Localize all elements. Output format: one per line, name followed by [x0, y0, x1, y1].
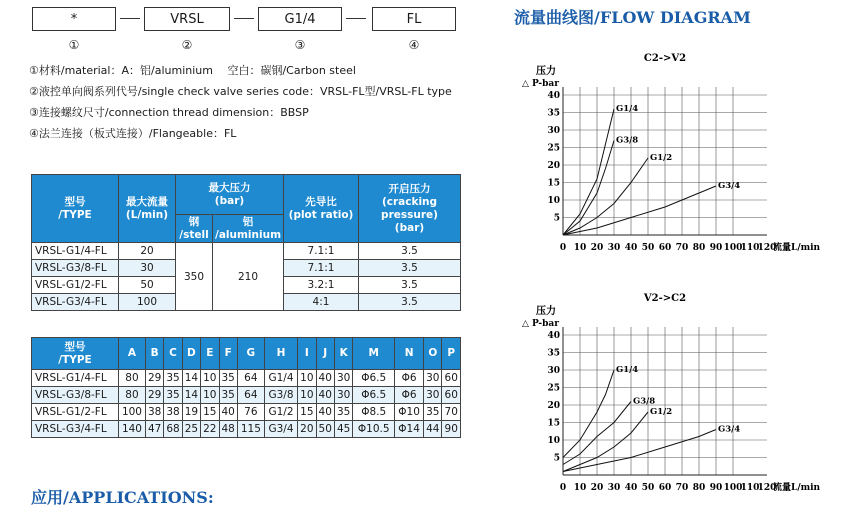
x-tick-label: 100 — [723, 243, 743, 253]
dimension-table — [31, 337, 461, 438]
dim-cell: 10 — [201, 370, 219, 387]
dim-cell: 68 — [164, 421, 182, 438]
y-tick-label: 15 — [547, 418, 560, 429]
spec-cell-type: VRSL-G3/8-FL — [32, 260, 119, 277]
dim-cell: 10 — [298, 370, 316, 387]
dim-header-p: P — [442, 338, 461, 370]
x-tick-label: 10 — [573, 243, 587, 253]
chart-title: V2->C2 — [643, 293, 687, 304]
dim-cell: 48 — [219, 421, 237, 438]
dim-cell: 20 — [298, 421, 316, 438]
spec-cell-type: VRSL-G1/4-FL — [32, 243, 119, 260]
dim-header-a: A — [119, 338, 146, 370]
dim-cell: 45 — [334, 421, 352, 438]
table-row — [32, 370, 461, 387]
x-tick-label: 120 — [757, 243, 777, 253]
spec-cell-pilot: 4:1 — [284, 294, 359, 311]
spec-cell-cracking: 3.5 — [359, 260, 461, 277]
dim-cell: 35 — [219, 370, 237, 387]
y-tick-label: 35 — [547, 348, 560, 359]
dim-cell: Φ10 — [395, 404, 424, 421]
dim-cell: 40 — [316, 387, 334, 404]
y-tick-label: 30 — [547, 126, 560, 136]
spec-header-pressure: 最大压力 (bar) — [176, 175, 284, 215]
series-line-G1-4 — [563, 109, 614, 235]
y-tick-label: 40 — [547, 91, 560, 101]
y-tick-label: 10 — [547, 436, 560, 446]
dim-cell: Φ14 — [395, 421, 424, 438]
table-row — [32, 421, 461, 438]
x-tick-label: 30 — [607, 483, 621, 493]
x-tick-label: 110 — [740, 483, 760, 493]
dim-cell: 90 — [442, 421, 461, 438]
x-tick-label: 90 — [709, 243, 723, 253]
y-tick-label: 20 — [547, 401, 560, 411]
dim-cell: 115 — [237, 421, 264, 438]
series-line-G3-8 — [563, 141, 614, 236]
spec-cell-aluminium: 210 — [213, 243, 284, 311]
dim-cell: VRSL-G3/4-FL — [32, 421, 119, 438]
y-tick-label: 40 — [547, 331, 560, 341]
dim-header-type: 型号 /TYPE — [32, 338, 119, 370]
dim-header-c: C — [164, 338, 182, 370]
code-box-thread: G1/4 — [258, 7, 342, 31]
spec-cell-pilot: 3.2:1 — [284, 277, 359, 294]
spec-cell-flow: 30 — [119, 260, 176, 277]
chart-title: C2->V2 — [643, 53, 687, 64]
dim-cell: 29 — [145, 387, 163, 404]
dim-cell: VRSL-G1/2-FL — [32, 404, 119, 421]
dim-cell: 19 — [182, 404, 200, 421]
dim-cell: 22 — [201, 421, 219, 438]
code-number-1: ① — [68, 38, 80, 52]
spec-header-pilot: 先导比 (plot ratio) — [284, 175, 359, 243]
series-label: G1/2 — [650, 407, 673, 417]
table-row — [32, 243, 461, 260]
dim-cell: 140 — [119, 421, 146, 438]
flow-chart-c2-v2-svg — [514, 45, 844, 260]
dim-cell: 64 — [237, 387, 264, 404]
dim-cell: 70 — [442, 404, 461, 421]
y-axis-label-cn: 压力 — [536, 66, 556, 77]
spec-cell-pilot: 7.1:1 — [284, 260, 359, 277]
dim-cell: VRSL-G1/4-FL — [32, 370, 119, 387]
dim-cell: Φ10.5 — [353, 421, 395, 438]
y-tick-label: 30 — [547, 366, 560, 376]
dim-cell: 80 — [119, 387, 146, 404]
x-tick-label: 60 — [658, 483, 672, 493]
dim-cell: 35 — [164, 370, 182, 387]
dim-header-b: B — [145, 338, 163, 370]
dim-cell: 30 — [334, 370, 352, 387]
flow-chart-v2-c2-svg — [514, 285, 844, 500]
code-number-3: ③ — [294, 38, 306, 52]
dim-header-d: D — [182, 338, 200, 370]
y-tick-label: 35 — [547, 108, 560, 119]
series-label: G3/4 — [718, 424, 741, 435]
dim-cell: 38 — [164, 404, 182, 421]
dim-cell: Φ6.5 — [353, 387, 395, 404]
series-line-G3-4 — [563, 430, 716, 472]
dim-cell: 25 — [182, 421, 200, 438]
dim-cell: 15 — [298, 404, 316, 421]
spec-cell-flow: 100 — [119, 294, 176, 311]
code-notes — [29, 60, 452, 144]
chart-grid — [563, 327, 767, 475]
y-tick-label: 15 — [547, 178, 560, 189]
dim-header-j: J — [316, 338, 334, 370]
dim-cell: 60 — [442, 370, 461, 387]
dim-cell: 76 — [237, 404, 264, 421]
x-tick-label: 40 — [624, 483, 638, 493]
code-dash — [234, 18, 254, 19]
x-tick-label: 120 — [757, 483, 777, 493]
dim-cell: G1/4 — [264, 370, 297, 387]
dim-cell: G3/4 — [264, 421, 297, 438]
y-axis-label: △ P-bar — [522, 319, 559, 329]
spec-header-cracking: 开启压力 (cracking pressure) (bar) — [359, 175, 461, 243]
spec-cell-type: VRSL-G1/2-FL — [32, 277, 119, 294]
dim-cell: 64 — [237, 370, 264, 387]
dim-cell: 50 — [316, 421, 334, 438]
x-tick-label: 40 — [624, 243, 638, 253]
x-tick-label: 0 — [559, 483, 567, 493]
code-number-2: ② — [181, 38, 193, 52]
dim-cell: G3/8 — [264, 387, 297, 404]
flow-chart-v2-c2 — [514, 285, 844, 504]
dim-cell: 30 — [334, 387, 352, 404]
x-tick-label: 30 — [607, 243, 621, 253]
spec-cell-flow: 20 — [119, 243, 176, 260]
x-tick-label: 90 — [709, 483, 723, 493]
dim-header-m: M — [353, 338, 395, 370]
dim-cell: 14 — [182, 370, 200, 387]
dim-cell: 35 — [164, 387, 182, 404]
spec-header-steel: 钢 /stell — [176, 215, 213, 243]
dim-cell: 80 — [119, 370, 146, 387]
x-tick-label: 10 — [573, 483, 587, 493]
spec-cell-type: VRSL-G3/4-FL — [32, 294, 119, 311]
spec-header-type: 型号 /TYPE — [32, 175, 119, 243]
dim-header-k: K — [334, 338, 352, 370]
y-tick-label: 5 — [553, 213, 560, 224]
note-series: ②液控单向阀系列代号/single check valve series code：VRSL-FL型/VRSL-FL type — [29, 85, 452, 98]
dim-cell: Φ6 — [395, 387, 424, 404]
dim-cell: 100 — [119, 404, 146, 421]
code-box-flange: FL — [372, 7, 456, 31]
spec-cell-cracking: 3.5 — [359, 243, 461, 260]
y-tick-label: 25 — [547, 383, 560, 394]
dim-cell: Φ6.5 — [353, 370, 395, 387]
note-material: ①材料/material：A：铝/aluminium 空白：碳钢/Carbon steel — [29, 64, 356, 77]
dim-cell: 10 — [201, 387, 219, 404]
series-line-G1-4 — [563, 370, 614, 458]
code-box-series: VRSL — [144, 7, 230, 31]
spec-cell-cracking: 3.5 — [359, 277, 461, 294]
dim-cell: 38 — [145, 404, 163, 421]
note-thread: ③连接螺纹尺寸/connection thread dimension：BBSP — [29, 106, 309, 119]
dim-header-f: F — [219, 338, 237, 370]
dim-cell: 14 — [182, 387, 200, 404]
dim-cell: 44 — [424, 421, 442, 438]
dim-cell: 47 — [145, 421, 163, 438]
series-label: G1/4 — [616, 365, 639, 375]
dim-cell: 60 — [442, 387, 461, 404]
dim-cell: 40 — [219, 404, 237, 421]
dim-cell: G1/2 — [264, 404, 297, 421]
note-flange: ④法兰连接（板式连接）/Flangeable：FL — [29, 127, 237, 140]
x-tick-label: 20 — [590, 483, 604, 493]
y-tick-label: 20 — [547, 161, 560, 171]
dim-cell: 40 — [316, 404, 334, 421]
dim-cell: 35 — [219, 387, 237, 404]
series-label: G3/8 — [633, 396, 656, 407]
x-tick-label: 80 — [692, 483, 706, 493]
dim-cell: Φ6 — [395, 370, 424, 387]
series-label: G3/4 — [718, 181, 741, 191]
dim-cell: 30 — [424, 387, 442, 404]
dim-cell: 15 — [201, 404, 219, 421]
dim-cell: Φ8.5 — [353, 404, 395, 421]
y-axis-label-cn: 压力 — [536, 306, 556, 317]
dim-header-g: G — [237, 338, 264, 370]
dim-cell: 30 — [424, 370, 442, 387]
spec-cell-steel: 350 — [176, 243, 213, 311]
x-axis-label: 流量L/min — [773, 243, 821, 253]
spec-header-flow: 最大流量 (L/min) — [119, 175, 176, 243]
dim-header-n: N — [395, 338, 424, 370]
y-axis-label: △ P-bar — [522, 79, 559, 89]
x-tick-label: 60 — [658, 243, 672, 253]
spec-header-aluminium: 铝 /aluminium — [213, 215, 284, 243]
spec-cell-flow: 50 — [119, 277, 176, 294]
dim-cell: 35 — [424, 404, 442, 421]
dim-header-i: I — [298, 338, 316, 370]
spec-cell-cracking: 3.5 — [359, 294, 461, 311]
y-tick-label: 5 — [553, 453, 560, 464]
x-tick-label: 80 — [692, 243, 706, 253]
dim-cell: 29 — [145, 370, 163, 387]
x-tick-label: 0 — [559, 243, 567, 253]
dim-cell: 40 — [316, 370, 334, 387]
x-tick-label: 70 — [675, 243, 689, 253]
code-number-4: ④ — [408, 38, 420, 52]
series-label: G3/8 — [616, 135, 639, 146]
dim-header-e: E — [201, 338, 219, 370]
x-axis-label: 流量L/min — [773, 483, 821, 493]
series-label: G1/2 — [650, 153, 673, 163]
x-tick-label: 50 — [641, 483, 655, 493]
code-dash — [120, 18, 140, 19]
dim-cell: VRSL-G3/8-FL — [32, 387, 119, 404]
code-box-material: * — [32, 7, 116, 31]
flow-chart-c2-v2 — [514, 45, 844, 264]
x-tick-label: 110 — [740, 243, 760, 253]
x-tick-label: 100 — [723, 483, 743, 493]
spec-table — [31, 174, 461, 311]
applications-title: 应用/APPLICATIONS: — [31, 488, 214, 507]
dim-cell: 35 — [334, 404, 352, 421]
spec-cell-pilot: 7.1:1 — [284, 243, 359, 260]
x-tick-label: 50 — [641, 243, 655, 253]
dim-header-h: H — [264, 338, 297, 370]
dim-cell: 10 — [298, 387, 316, 404]
flow-diagram-title: 流量曲线图/FLOW DIAGRAM — [514, 8, 751, 27]
x-tick-label: 20 — [590, 243, 604, 253]
y-tick-label: 10 — [547, 196, 560, 206]
x-tick-label: 70 — [675, 483, 689, 493]
series-label: G1/4 — [616, 104, 639, 114]
code-dash — [346, 18, 366, 19]
table-row — [32, 404, 461, 421]
table-row — [32, 387, 461, 404]
dim-header-o: O — [424, 338, 442, 370]
y-tick-label: 25 — [547, 143, 560, 154]
